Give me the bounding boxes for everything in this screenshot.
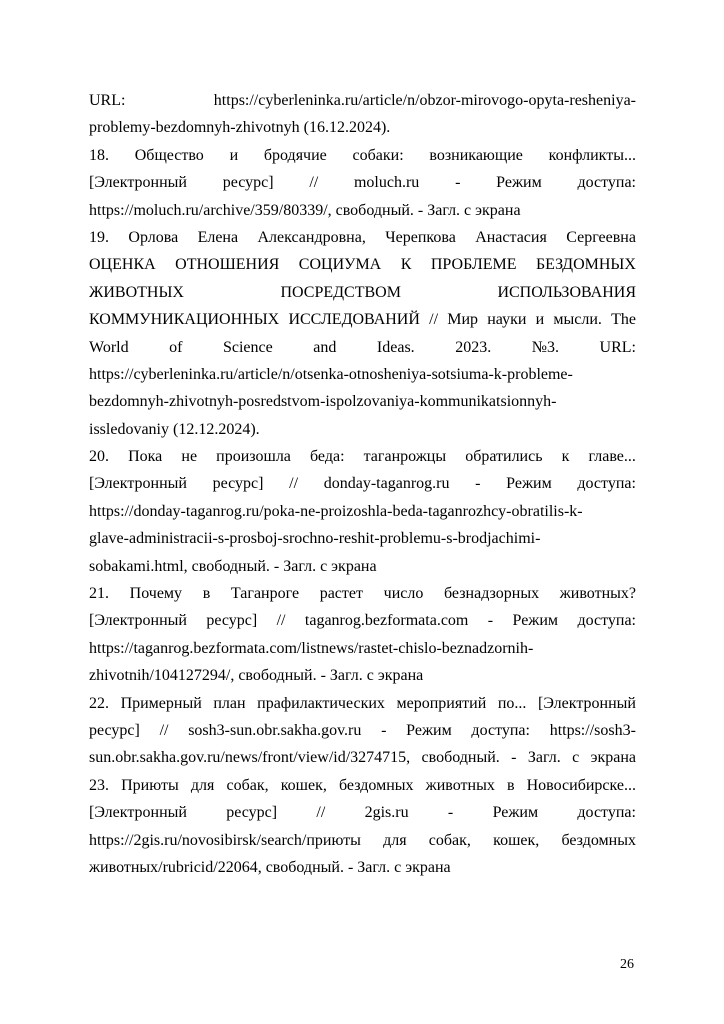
text-line: glave-administracii-s-prosboj-srochno-reshit-problemu-s-brodjachimi-: [89, 530, 541, 548]
text-line: [Электронный ресурс] // moluch.ru - Режим доступа:: [89, 174, 636, 192]
text-line: 20. Пока не произошла беда: таганрожцы обратились к главе...: [89, 448, 636, 466]
reference-list: [89, 87, 636, 881]
text-line: 21. Почему в Таганроге растет число безнадзорных животных?: [89, 585, 636, 603]
text-line: https://cyberleninka.ru/article/n/otsenka-otnosheniya-sotsiuma-k-probleme-: [89, 365, 573, 383]
text-line: 19. Орлова Елена Александровна, Черепкова Анастасия Сергеевна: [89, 228, 636, 246]
text-line: [Электронный ресурс] // donday-taganrog.ru - Режим доступа:: [89, 475, 636, 493]
text-line: URL: https://cyberleninka.ru/article/n/obzor-mirovogo-opyta-resheniya-: [89, 92, 636, 109]
text-line: World of Science and Ideas. 2023. №3. URL:: [89, 338, 636, 356]
text-line: 18. Общество и бродячие собаки: возникающие конфликты...: [89, 146, 636, 164]
text-line: sobakami.html, свободный. - Загл. с экрана: [89, 557, 377, 575]
text-line: zhivotnih/104127294/, свободный. - Загл. с экрана: [89, 667, 424, 685]
text-line: животных/rubricid/22064, свободный. - Загл. с экрана: [89, 858, 451, 876]
text-line: ресурс] // sosh3-sun.obr.sakha.gov.ru - Режим доступа: https://sosh3-: [89, 721, 636, 739]
text-line: 22. Примерный план прафилактических мероприятий по... [Электронный: [89, 694, 636, 712]
text-line: https://2gis.ru/novosibirsk/search/приюты для собак, кошек, бездомных: [89, 831, 636, 849]
page-number: 26: [620, 957, 634, 972]
text-line: https://taganrog.bezformata.com/listnews/rastet-chislo-beznadzornih-: [89, 639, 534, 657]
text-line: https://donday-taganrog.ru/poka-ne-proizoshla-beda-taganrozhcy-obratilis-k-: [89, 502, 583, 520]
text-line: ЖИВОТНЫХ ПОСРЕДСТВОМ ИСПОЛЬЗОВАНИЯ: [89, 283, 636, 301]
text-line: [Электронный ресурс] // 2gis.ru - Режим доступа:: [89, 804, 636, 822]
text-line: [Электронный ресурс] // taganrog.bezformata.com - Режим доступа:: [89, 612, 636, 630]
text-line: https://moluch.ru/archive/359/80339/, свободный. - Загл. с экрана: [89, 201, 521, 219]
reference-item-17-continuation: [89, 87, 636, 142]
reference-item-19: [89, 224, 636, 443]
text-line: problemy-bezdomnyh-zhivotnyh (16.12.2024).: [89, 119, 391, 137]
text-line: issledovaniy (12.12.2024).: [89, 420, 260, 438]
text-line: bezdomnyh-zhivotnyh-posredstvom-ispolzovaniya-kommunikatsionnyh-: [89, 393, 557, 411]
reference-item-22: [89, 690, 636, 772]
text-line: ОЦЕНКА ОТНОШЕНИЯ СОЦИУМА К ПРОБЛЕМЕ БЕЗДОМНЫХ: [89, 256, 636, 274]
reference-item-23: [89, 772, 636, 882]
text-line: sun.obr.sakha.gov.ru/news/front/view/id/3274715, свободный. - Загл. с экрана: [89, 749, 636, 767]
reference-item-21: [89, 580, 636, 690]
reference-item-18: [89, 142, 636, 224]
reference-item-20: [89, 443, 636, 580]
text-line: КОММУНИКАЦИОННЫХ ИССЛЕДОВАНИЙ // Мир науки и мысли. The: [89, 311, 636, 329]
text-line: 23. Приюты для собак, кошек, бездомных животных в Новосибирске...: [89, 776, 636, 794]
